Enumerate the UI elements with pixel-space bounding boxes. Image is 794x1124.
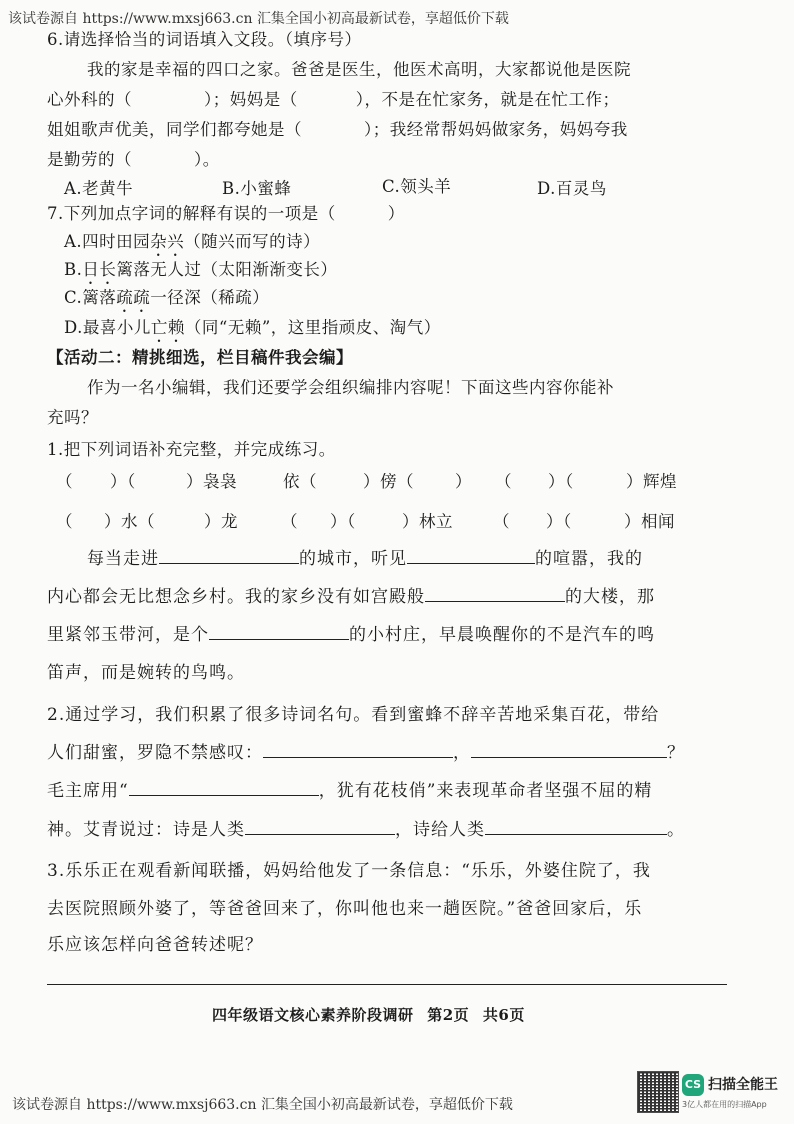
- source-url[interactable]: https://www.mxsj663.cn: [82, 11, 253, 27]
- source-suffix: 汇集全国小初高最新试卷，享超低价下载: [260, 1097, 513, 1113]
- page-total: 共6页: [482, 1006, 525, 1024]
- q7-title: 7.下列加点字词的解释有误的一项是（ ）: [47, 204, 405, 223]
- q1-para-line2: 内心都会无比想念乡村。我的家乡没有如宫殿般 的大楼，那: [47, 587, 655, 607]
- q6-option-a: A.老黄牛: [64, 179, 134, 198]
- q3-line1: 3.乐乐正在观看新闻联播，妈妈给他发了一条信息：“乐乐，外婆住院了，我: [47, 861, 651, 881]
- q6-para-line2: 心外科的（ ）；妈妈是（ ），不是在忙家务，就是在忙工作；: [47, 90, 620, 109]
- q2-line1: 2.通过学习，我们积累了很多诗词名句。看到蜜蜂不辞辛苦地采集百花，带给: [47, 705, 660, 725]
- q6-para-line1: 我的家是幸福的四口之家。爸爸是医生，他医术高明，大家都说他是医院: [87, 60, 631, 79]
- q7-option-a: A.四时田园杂兴（随兴而写的诗）: [64, 232, 321, 251]
- q6-para-line3: 姐姐歌声优美，同学们都夸她是（ ）；我经常帮妈妈做家务，妈妈夸我: [47, 120, 628, 139]
- q6-para-line4: 是勤劳的（ ）。: [47, 150, 220, 169]
- page-number: 第2页: [427, 1006, 470, 1024]
- q7-option-b: B.日长篱落无人过（太阳渐渐变长）: [64, 260, 338, 279]
- activity2-intro-line2: 充吗？: [47, 408, 98, 427]
- q6-option-b: B.小蜜蜂: [222, 179, 292, 198]
- q2-line2: 人们甜蜜，罗隐不禁感叹： ， ？: [47, 743, 685, 763]
- q1-idiom-row1: （ ）（ ）袅袅 依（ ）傍（ ） （ ）（ ）辉煌: [56, 472, 677, 491]
- source-banner-top: [8, 8, 509, 28]
- camscanner-tagline: 3亿人都在用的扫描App: [682, 1100, 767, 1109]
- q6-title: 6.请选择恰当的词语填入文段。（填序号）: [47, 30, 362, 49]
- qr-code-icon: [637, 1071, 679, 1113]
- q1-idiom-row2: （ ）水（ ）龙 （ ）（ ）林立 （ ）（ ）相闻: [56, 512, 675, 531]
- camscanner-logo-icon: CS: [682, 1074, 704, 1096]
- activity2-heading: 【活动二：精挑细选，栏目稿件我会编】: [47, 348, 353, 367]
- q1-title: 1.把下列词语补充完整，并完成练习。: [47, 440, 336, 459]
- camscanner-brand: 扫描全能王: [708, 1077, 778, 1093]
- source-prefix: 该试卷源自: [8, 11, 78, 27]
- q2-line3: 毛主席用“ ，犹有花枝俏”来表现革命者坚强不屈的精: [47, 781, 653, 801]
- q6-option-d: D.百灵鸟: [537, 179, 607, 198]
- q6-option-c: C.领头羊: [382, 177, 452, 196]
- q7-option-d: D.最喜小儿亡赖（同“无赖”，这里指顽皮、淘气）: [64, 318, 441, 337]
- q3-answer-line[interactable]: [47, 984, 727, 985]
- q1-para-line4: 笛声，而是婉转的鸟鸣。: [47, 663, 245, 683]
- source-url[interactable]: https://www.mxsj663.cn: [86, 1097, 257, 1113]
- q7-option-c: C.篱落疏疏一径深（稀疏）: [64, 288, 270, 307]
- q3-line3: 乐应该怎样向爸爸转述呢？: [47, 935, 263, 955]
- source-banner-bottom: [12, 1094, 513, 1114]
- q2-line4: 神。艾青说过：诗是人类 ，诗给人类 。: [47, 820, 685, 840]
- source-suffix: 汇集全国小初高最新试卷，享超低价下载: [256, 11, 509, 27]
- q1-para-line3: 里紧邻玉带河，是个 的小村庄，早晨唤醒你的不是汽车的鸣: [47, 625, 655, 645]
- q1-para-line1: 每当走进 的城市，听见 的喧嚣，我的: [87, 549, 643, 569]
- page-footer: [212, 1004, 525, 1025]
- exam-title: 四年级语文核心素养阶段调研: [212, 1006, 414, 1024]
- activity2-intro-line1: 作为一名小编辑，我们还要学会组织编排内容呢！下面这些内容你能补: [87, 378, 614, 397]
- q3-line2: 去医院照顾外婆了，等爸爸回来了，你叫他也来一趟医院。”爸爸回家后，乐: [47, 899, 643, 919]
- source-prefix: 该试卷源自: [12, 1097, 82, 1113]
